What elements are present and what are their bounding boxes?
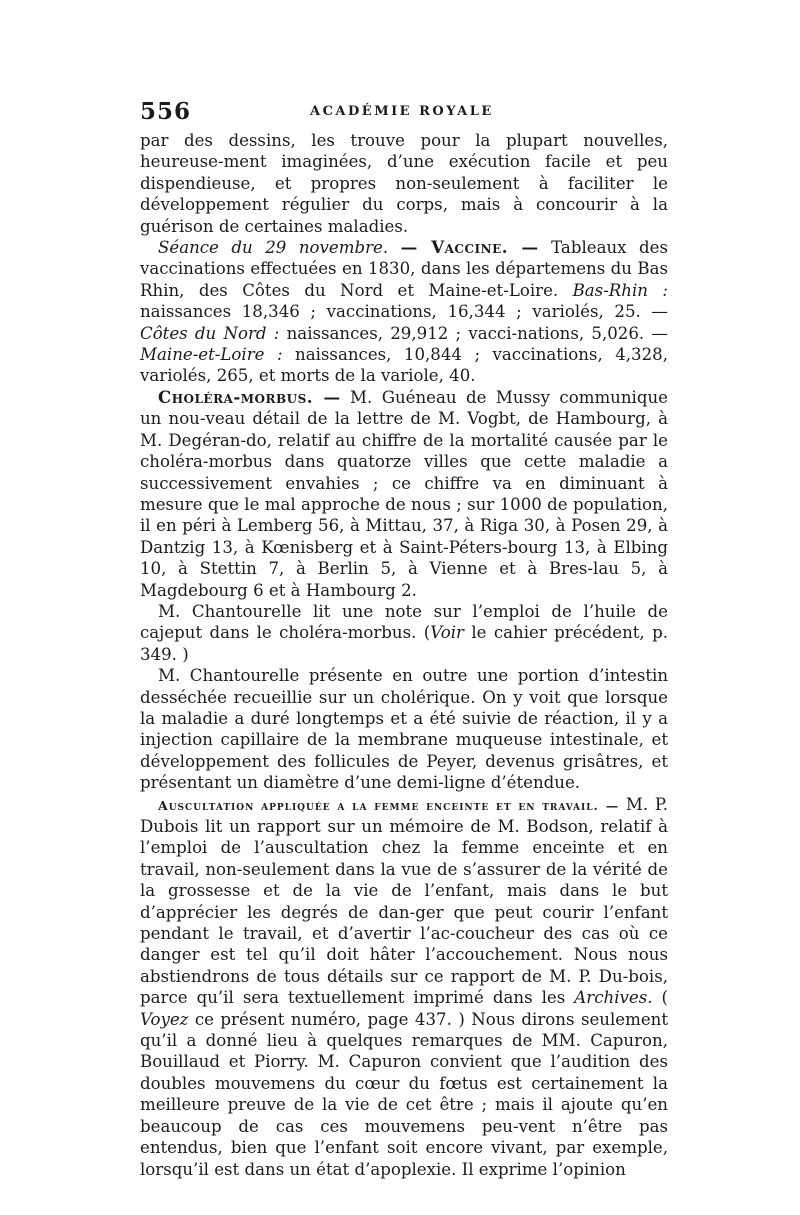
paragraph-text: (: [652, 988, 669, 1008]
paragraph-text: M. Chantourelle présente en outre une portion d’intestin desséchée recueillie sur un cholérique. On y voit que lorsque la maladie a duré longtemps et a été suivie de réaction, il y a injection capillaire de la membrane muqueuse intestinale, et développement des follicules de Peyer, devenus grisâtres, et présentant un diamètre d’une demi-ligne d’étendue.: [140, 666, 668, 793]
italic-text: Archives.: [574, 988, 653, 1008]
paragraph-cholera: [140, 387, 668, 601]
paragraph-auscultation: [140, 794, 668, 1180]
paragraph-text: M. Chantourelle lit une note sur l’emploi de l’huile de cajeput dans le choléra-morbus. (: [140, 601, 668, 643]
paragraph-text: naissances, 29,912 ; vacci-nations, 5,026. —: [279, 323, 669, 343]
paragraph-text: par des dessins, les trouve pour la plupart nouvelles, heureuse-ment imaginées, d’une exécution facile et peu dispendieuse, et propres non-seulement à faciliter le développement régulier du corps, mais à concourir à la guérison de certaines maladies.: [140, 131, 668, 236]
paragraph-text: naissances 18,346 ; vaccinations, 16,344 ; variolés, 25. —: [140, 302, 668, 322]
paragraph-text: naissances, 10,844 ; vaccinations, 4,328, variolés, 265, et morts de la variole, 40.: [140, 345, 668, 386]
italic-text: Bas-Rhin :: [572, 280, 668, 300]
paragraph-intro: [140, 130, 668, 237]
paragraph-text: ce présent numéro, page 437. ) Nous dirons seulement qu’il a donné lieu à quelques remarques de MM. Capuron, Bouillaud et Piorry. M. Capuron convient que l’audition des doubles mouvemens du cœur du fœtus est certainement la meilleure preuve de la vie de cet être ; mais il ajoute qu’en beaucoup de cas ces mouvemens peu-vent n’être pas entendus, bien que l’enfant soit encore vivant, par exemple, lorsqu’il est dans un état d’apoplexie. Il exprime l’opinion: [140, 1009, 668, 1179]
paragraph-text: Tableaux des vaccinations effectuées en 1830, dans les départemens du Bas Rhin, des Côtes du Nord et Maine-et-Loire.: [140, 238, 668, 300]
body-text: [140, 130, 668, 1180]
italic-text: Maine-et-Loire :: [140, 345, 283, 365]
italic-text: Côtes du Nord :: [140, 323, 280, 343]
running-head: ACADÉMIE ROYALE: [310, 104, 494, 119]
section-heading-cholera: Choléra-morbus. —: [158, 386, 341, 407]
paragraph-text: M. Guéneau de Mussy communique un nou-veau détail de la lettre de M. Vogbt, de Hambourg, à M. Degéran-do, relatif au chiffre de la mortalité causée par le choléra-morbus dans quatorze villes que cette maladie a successivement envahies ; ce chiffre va en diminuant à mesure que le mal approche de nous ; sur 1000 de population, il en péri à Lemberg 56, à Mittau, 37, à Riga 30, à Posen 29, à Dantzig 13, à Kœnisberg et à Saint-Péters-bourg 13, à Elbing 10, à Stettin 7, à Berlin 5, à Vienne et à Bres-lau 5, à Magdebourg 6 et à Hambourg 2.: [140, 387, 668, 600]
session-date: Séance du 29 novembre.: [158, 238, 389, 258]
paragraph-text: M. P. Dubois lit un rapport sur un mémoire de M. Bodson, relatif à l’emploi de l’auscultation chez la femme enceinte et en travail, non-seulement dans la vue de s’assurer de la vérité de la grossesse et de la vie de l’enfant, mais dans le but d’apprécier les degrés de dan-ger que peut courir l’enfant pendant le travail, et d’avertir l’ac-coucheur des cas où ce danger est tel qu’il doit hâter l’accouchement. Nous nous abstiendrons de tous détails sur ce rapport de M. P. Du-bois, parce qu’il sera textuellement imprimé dans les: [140, 794, 668, 1008]
paragraph-chantourelle-note: [140, 601, 668, 665]
italic-text: Voir: [430, 623, 464, 643]
section-heading-vaccine: — Vaccine. —: [400, 237, 539, 258]
paragraph-chantourelle-intestine: [140, 665, 668, 793]
section-heading-auscultation: Auscultation appliquée a la femme enceinte et en travail. —: [158, 797, 620, 813]
paragraph-vaccine: [140, 237, 668, 387]
page-header: [140, 98, 680, 128]
page-number: 556: [140, 98, 192, 125]
italic-text: Voyez: [140, 1009, 189, 1029]
paragraph-text: le cahier précédent, p. 349. ): [140, 623, 668, 664]
